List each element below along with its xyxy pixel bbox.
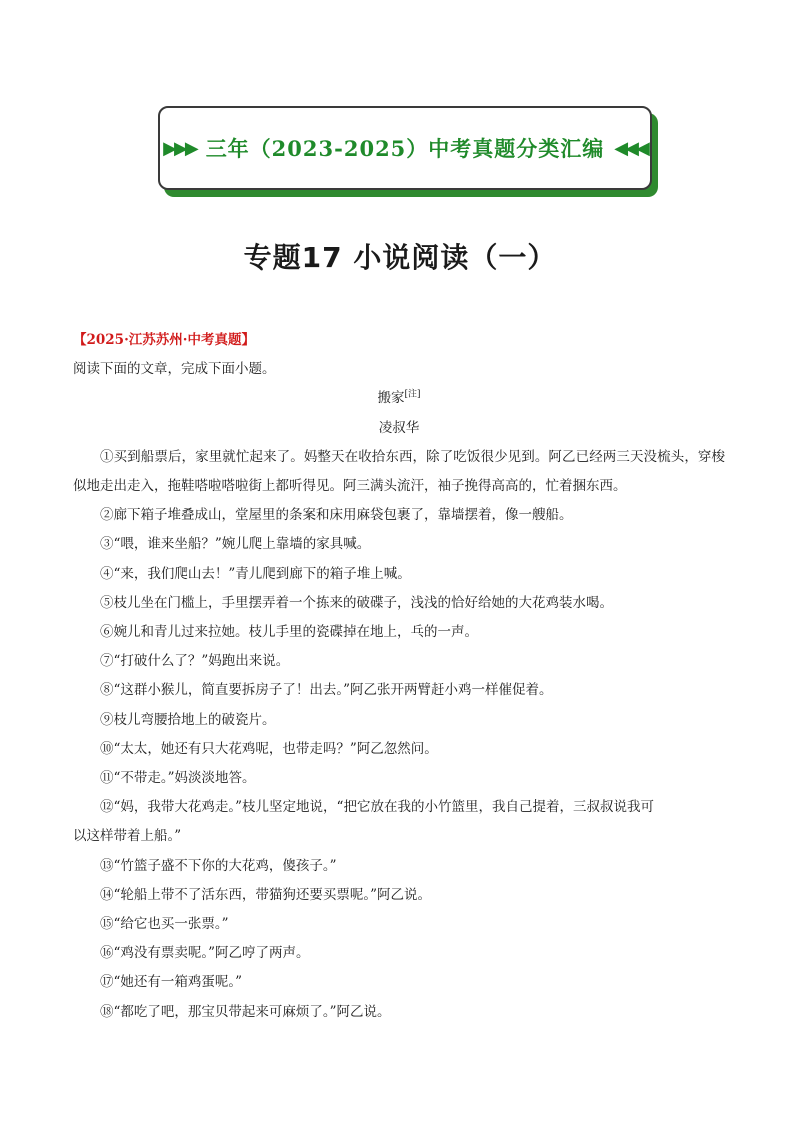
article-author: 凌叔华 [378, 419, 420, 436]
paragraph: ③“喂，谁来坐船？”婉儿爬上靠墙的家具喊。 [100, 536, 371, 553]
left-arrows-icon: ◀◀◀ [614, 137, 647, 159]
paragraph: ⑤枝儿坐在门槛上，手里摆弄着一个拣来的破碟子，浅浅的恰好给她的大花鸡装水喝。 [100, 594, 613, 611]
paragraph-continuation: 以这样带着上船。” [73, 828, 182, 845]
right-arrows-icon: ▶▶▶ [163, 137, 196, 159]
paragraph: ①买到船票后，家里就忙起来了。妈整天在收拾东西，除了吃饭很少见到。阿乙已经两三天没梳头，穿梭似地走出走入，拖鞋嗒啦嗒啦街上都听得见。阿三满头流汗，袖子挽得高高的，忙着捆东西。 [73, 448, 725, 495]
paragraph: ⑱“都吃了吧，那宝贝带起来可麻烦了。”阿乙说。 [100, 1003, 391, 1020]
article-title-text: 搬家 [377, 390, 405, 407]
paragraph: ⑧“这群小猴儿，简直要拆房子了！出去。”阿乙张开两臂赶小鸡一样催促着。 [100, 682, 553, 699]
paragraph: ⑦“打破什么了？”妈跑出来说。 [100, 653, 290, 670]
paragraph: ⑫“妈，我带大花鸡走。”枝儿坚定地说，“把它放在我的小竹篮里，我自己提着，三叔叔说我可 [100, 799, 654, 816]
paragraph: ⑬“竹篮子盛不下你的大花鸡，傻孩子。” [100, 857, 337, 874]
paragraph: ⑥婉儿和青儿过来拉她。枝儿手里的瓷碟掉在地上，乓的一声。 [100, 624, 478, 641]
paragraph: ⑮“给它也买一张票。” [100, 916, 229, 933]
paragraph: ⑪“不带走。”妈淡淡地答。 [100, 770, 256, 787]
source-tag: 【2025·江苏苏州·中考真题】 [73, 332, 255, 348]
paragraph: ⑩“太太，她还有只大花鸡呢，也带走吗？”阿乙忽然问。 [100, 740, 438, 757]
footnote-mark: [注] [404, 389, 421, 400]
paragraph: ②廊下箱子堆叠成山，堂屋里的条案和床用麻袋包裹了，靠墙摆着，像一艘船。 [100, 507, 573, 524]
article-title [73, 384, 725, 413]
header-banner [158, 106, 652, 190]
paragraph: ⑨枝儿弯腰拾地上的破瓷片。 [100, 711, 276, 728]
page-title: 专题17 小说阅读（一） [243, 241, 557, 274]
paragraph: ④“来，我们爬山去！”青儿爬到廊下的箱子堆上喊。 [100, 565, 411, 582]
instruction: 阅读下面的文章，完成下面小题。 [73, 361, 276, 378]
paragraph: ⑯“鸡没有票卖呢。”阿乙哼了两声。 [100, 945, 310, 962]
paragraph: ⑰“她还有一箱鸡蛋呢。” [100, 974, 243, 991]
banner-title: 三年（2023-2025）中考真题分类汇编 [205, 136, 605, 161]
document-body [73, 326, 725, 1027]
paragraph: ⑭“轮船上带不了活东西，带猫狗还要买票呢。”阿乙说。 [100, 886, 432, 903]
